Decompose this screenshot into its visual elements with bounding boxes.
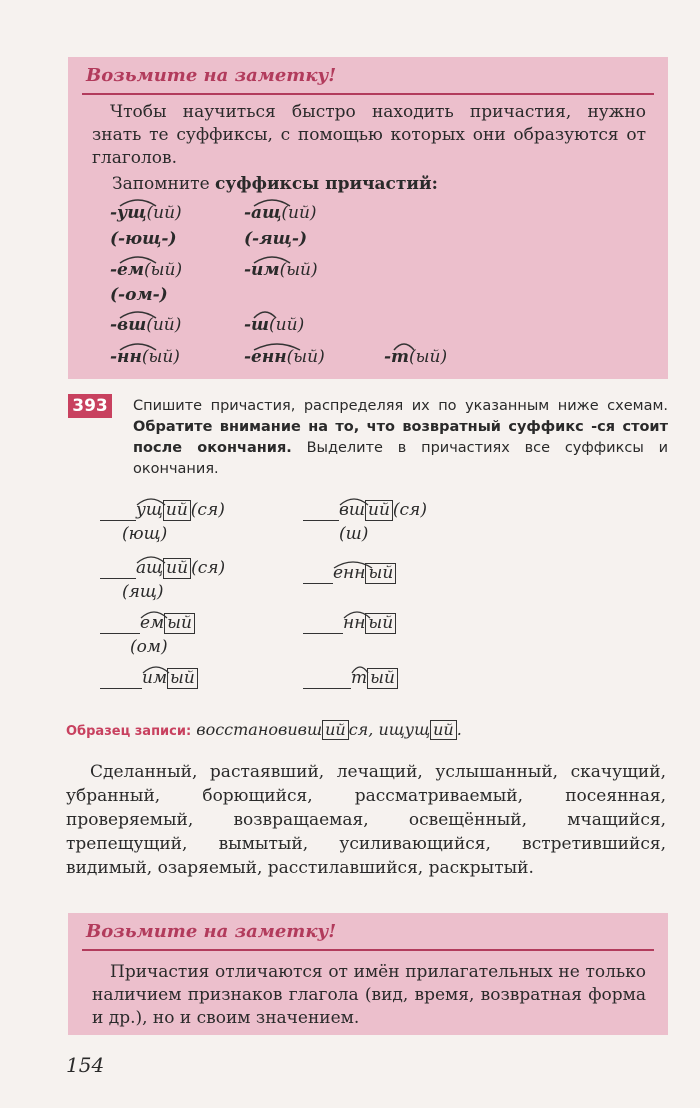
scheme-arc-icon [140,609,168,619]
suffix-main: -енн [244,347,287,367]
suffix-main: (-ющ-) [110,229,177,249]
suffix-em [110,260,182,280]
suffix-om [110,285,168,305]
scheme-tail: (ся) [191,558,226,578]
scheme-arc-icon [343,609,371,619]
scheme-alt-suffix: (ющ) [122,524,168,544]
scheme-arc-icon [142,664,170,674]
sample-word2-ending-box: ий [430,720,457,740]
suffix-main: (-ящ-) [244,229,308,249]
suffix-main: -т [384,347,410,367]
note-text [92,101,646,170]
scheme-ashch [100,558,226,602]
suffix-ending: (ый) [279,260,318,280]
suffix-yashch [244,229,307,249]
sample-word1-stem: восстанови [196,720,298,739]
scheme-arc-icon [339,496,369,506]
scheme-ushch [100,500,225,544]
scheme-nn [303,613,396,634]
participle-word-list [66,760,666,880]
scheme-alt-suffix: (ш) [339,524,369,544]
exercise-number-badge: 393 [68,394,112,418]
scheme-ending-box: ый [365,613,396,634]
scheme-stem-line [303,617,343,634]
scheme-ending-box: ий [163,558,191,579]
suffix-arc-icon [118,197,158,207]
note-text [92,961,646,1030]
suffix-ending: (ый) [141,347,180,367]
scheme-stem-line [100,504,136,521]
word-list-text: Сделанный, растаявший, лечащий, услышанный, скачущий, убранный, борющийся, рассматриваемый, посеянная, проверяемый, возвращаемая, освещённый, мчащийся, трепещущий, вымытый, усиливающийся, встретившийся, видимый, озаряемый, расстилавшийся, раскрытый. [66,762,666,878]
note-text-body: Причастия отличаются от имён прилагательных не только наличием признаков глагола (вид, время, возвратная форма и др.), но и своим значением. [92,962,646,1028]
scheme-ending-box: ый [164,613,195,634]
scheme-enn [303,563,396,584]
suffix-yushch [110,229,177,249]
scheme-stem-line [303,672,351,689]
scheme-suffix: им [142,668,168,688]
note-divider [82,949,654,951]
suffix-ending: (ий) [281,203,317,223]
suffix-main: -им [244,260,280,280]
page-number: 154 [66,1053,105,1077]
scheme-suffix: вш [339,500,365,520]
note-header: Возьмите на заметку! [86,921,337,942]
suffix-main: -ащ [244,203,282,223]
suffix-arc-icon [252,197,292,207]
suffix-main: -ем [110,260,145,280]
memorize-prefix: Запомните [112,174,216,194]
sample-word1-ending-box: ий [322,720,349,740]
note-header: Возьмите на заметку! [86,65,337,86]
scheme-suffix: ащ [136,558,164,578]
suffix-arc-icon [392,341,416,351]
scheme-arc-icon [351,664,369,674]
suffix-arc-icon [252,341,302,351]
scheme-suffix: т [351,668,368,688]
memorize-bold: суффиксы причастий: [215,174,438,194]
sample-word2-stem: ищ [378,720,405,739]
scheme-suffix: ущ [136,500,163,520]
suffix-arc-icon [252,309,278,319]
scheme-stem-line [303,504,339,521]
scheme-ending-box: ый [167,668,198,689]
scheme-arc-icon [333,559,373,569]
suffix-arc-icon [118,254,158,264]
sample-word2-tail: . [456,720,462,739]
sample-word1-suffix: вш [297,720,323,739]
note-box-bottom [68,913,668,1035]
exercise-text-part1: Спишите причастия, распределяя их по указанным ниже схемам. [133,398,668,414]
scheme-ending-box: ый [365,563,396,584]
suffix-vsh [110,315,181,335]
sample-word1-tail: ся, [348,720,379,739]
scheme-alt-suffix: (ящ) [122,582,164,602]
scheme-ending-box: ий [163,500,191,521]
sample-label: Образец записи: [66,724,192,739]
suffix-main: -ущ [110,203,147,223]
suffix-ending: (ый) [409,347,448,367]
scheme-suffix: енн [333,563,366,583]
exercise-instructions [133,396,668,480]
memorize-label [112,174,438,194]
scheme-arc-icon [136,496,166,506]
scheme-stem-line [100,562,136,579]
scheme-em [100,613,195,657]
suffix-main: -нн [110,347,142,367]
sample-record [66,720,462,740]
suffix-im [244,260,318,280]
scheme-ending-box: ый [367,668,398,689]
scheme-im [100,668,198,689]
scheme-suffix: нн [343,613,366,633]
suffix-ending: (ый) [286,347,325,367]
scheme-ending-box: ий [365,500,393,521]
suffix-arc-icon [118,309,158,319]
scheme-vsh [303,500,427,544]
suffix-ending: (ий) [146,315,182,335]
scheme-arc-icon [136,554,166,564]
sample-word2-suffix: ущ [404,720,431,739]
exercise-text-part2: Выделите в причастиях все суффиксы и окончания. [133,440,668,477]
suffix-ending: (ый) [144,260,183,280]
scheme-tail: (ся) [190,500,225,520]
scheme-stem-line [100,617,140,634]
suffix-ending: (ий) [269,315,305,335]
suffix-sh [244,315,304,335]
scheme-alt-suffix: (ом) [130,637,168,657]
scheme-suffix: ем [140,613,165,633]
note-text-body: Чтобы научиться быстро находить причастия, нужно знать те суффиксы, с помощью которых они образуются от глаголов. [92,102,646,168]
suffix-ending: (ий) [146,203,182,223]
suffix-main: -вш [110,315,147,335]
suffix-t [384,347,447,367]
suffix-enn [244,347,325,367]
suffix-ashch [244,203,317,223]
note-divider [82,93,654,95]
suffix-nn [110,347,180,367]
suffix-ushch [110,203,182,223]
note-box-top [68,57,668,379]
suffix-main: -ш [244,315,270,335]
scheme-stem-line [100,672,142,689]
scheme-stem-line [303,567,333,584]
suffix-main: (-ом-) [110,285,168,305]
suffix-arc-icon [118,341,158,351]
exercise-text-bold: Обратите внимание на то, что возвратный суффикс -ся стоит после окончания. [133,419,668,456]
scheme-t [303,668,398,689]
suffix-arc-icon [252,254,292,264]
scheme-tail: (ся) [392,500,427,520]
